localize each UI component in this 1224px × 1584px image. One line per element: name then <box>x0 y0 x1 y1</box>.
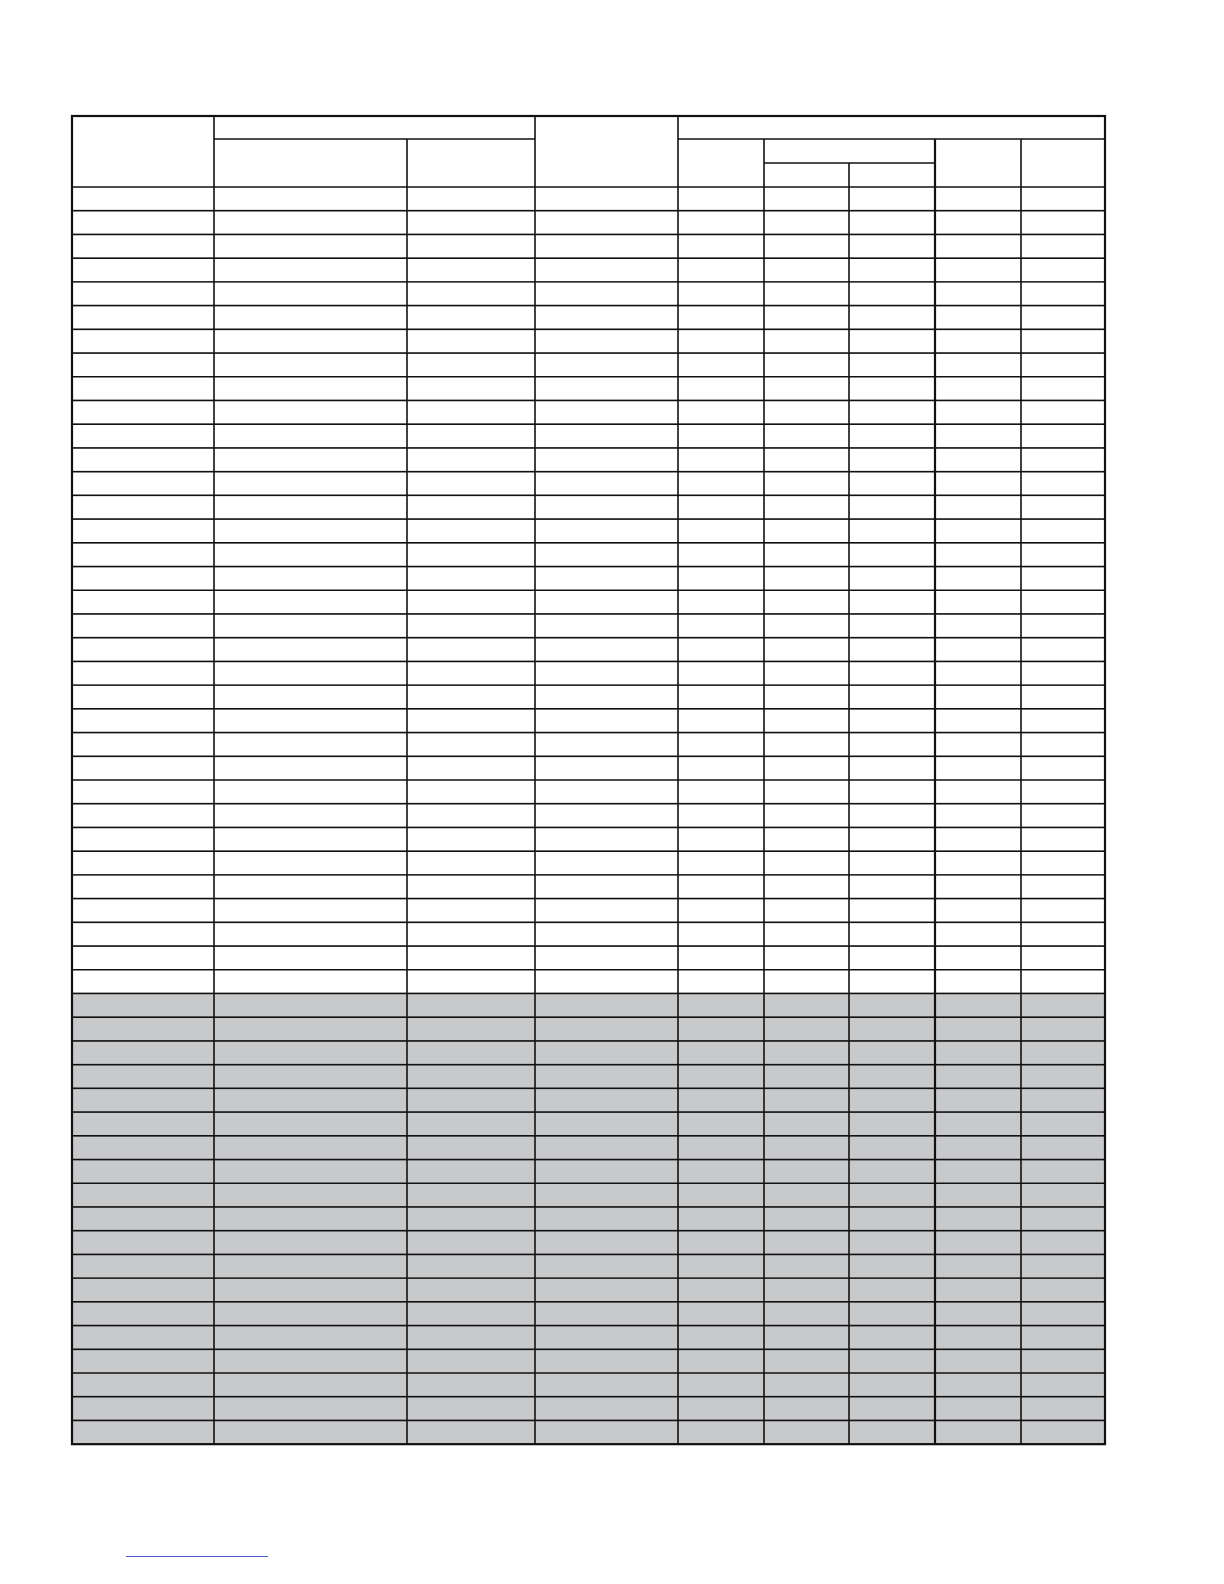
footer-link-underline[interactable] <box>126 1556 268 1557</box>
shaded-row-band <box>72 993 1105 1444</box>
shaded-rows-region <box>72 993 1105 1444</box>
